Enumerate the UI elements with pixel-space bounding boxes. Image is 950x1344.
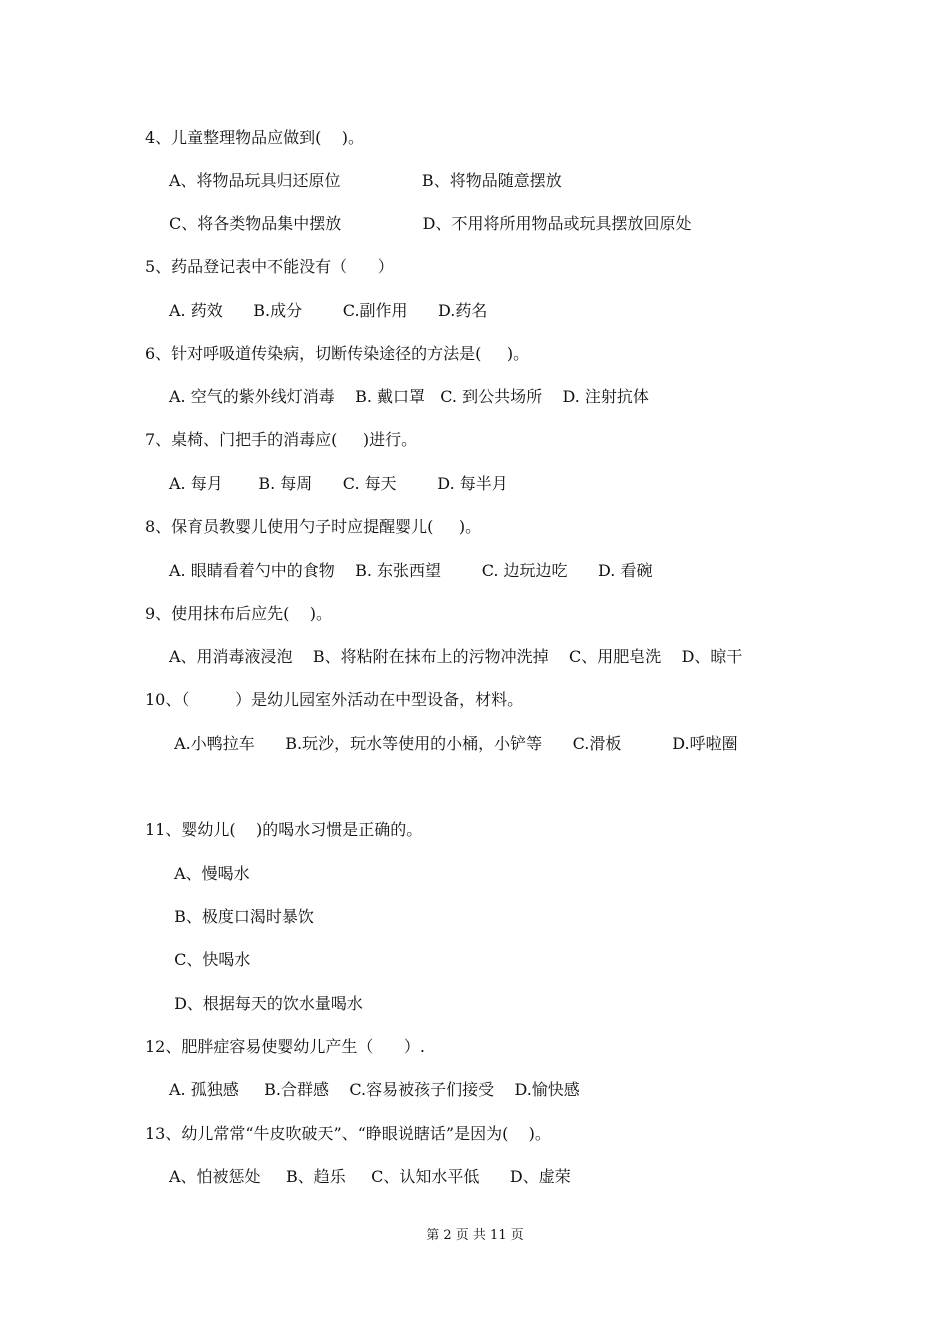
question-option: C、快喝水 bbox=[169, 950, 251, 969]
question-stem: 12、肥胖症容易使婴幼儿产生（ ）. bbox=[145, 1037, 425, 1056]
question-option: A、慢喝水 bbox=[169, 864, 250, 883]
question-options: A、将物品玩具归还原位 B、将物品随意摆放 bbox=[169, 171, 562, 190]
question-stem: 5、药品登记表中不能没有（ ） bbox=[145, 257, 394, 276]
question-stem: 7、桌椅、门把手的消毒应( )进行。 bbox=[145, 430, 418, 449]
question-stem: 9、使用抹布后应先( )。 bbox=[145, 604, 333, 623]
question-option: D、根据每天的饮水量喝水 bbox=[169, 994, 363, 1013]
question-stem: 6、针对呼吸道传染病，切断传染途径的方法是( )。 bbox=[145, 344, 530, 363]
question-options: A、用消毒液浸泡 B、将粘附在抹布上的污物冲洗掉 C、用肥皂洗 D、晾干 bbox=[169, 647, 743, 666]
question-options: A.小鸭拉车 B.玩沙，玩水等使用的小桶，小铲等 C.滑板 D.呼啦圈 bbox=[169, 734, 738, 753]
question-stem: 13、幼儿常常“牛皮吹破天”、“睁眼说瞎话”是因为( )。 bbox=[145, 1124, 551, 1143]
question-options: A. 孤独感 B.合群感 C.容易被孩子们接受 D.愉快感 bbox=[169, 1080, 580, 1099]
question-stem: 10、（ ）是幼儿园室外活动在中型设备，材料。 bbox=[145, 690, 524, 709]
question-options: A. 每月 B. 每周 C. 每天 D. 每半月 bbox=[169, 474, 508, 493]
question-option: B、极度口渴时暴饮 bbox=[169, 907, 314, 926]
question-options: A. 空气的紫外线灯消毒 B. 戴口罩 C. 到公共场所 D. 注射抗体 bbox=[169, 387, 649, 406]
question-stem: 11、婴幼儿( )的喝水习惯是正确的。 bbox=[145, 820, 423, 839]
question-stem: 4、儿童整理物品应做到( )。 bbox=[145, 128, 365, 147]
question-options: A、怕被惩处 B、趋乐 C、认知水平低 D、虚荣 bbox=[169, 1167, 571, 1186]
question-stem: 8、保育员教婴儿使用勺子时应提醒婴儿( )。 bbox=[145, 517, 482, 536]
question-options: C、将各类物品集中摆放 D、不用将所用物品或玩具摆放回原处 bbox=[169, 214, 692, 233]
question-options: A. 眼睛看着勺中的食物 B. 东张西望 C. 边玩边吃 D. 看碗 bbox=[169, 561, 653, 580]
question-options: A. 药效 B.成分 C.副作用 D.药名 bbox=[169, 301, 488, 320]
page-footer: 第 2 页 共 11 页 bbox=[426, 1228, 524, 1243]
